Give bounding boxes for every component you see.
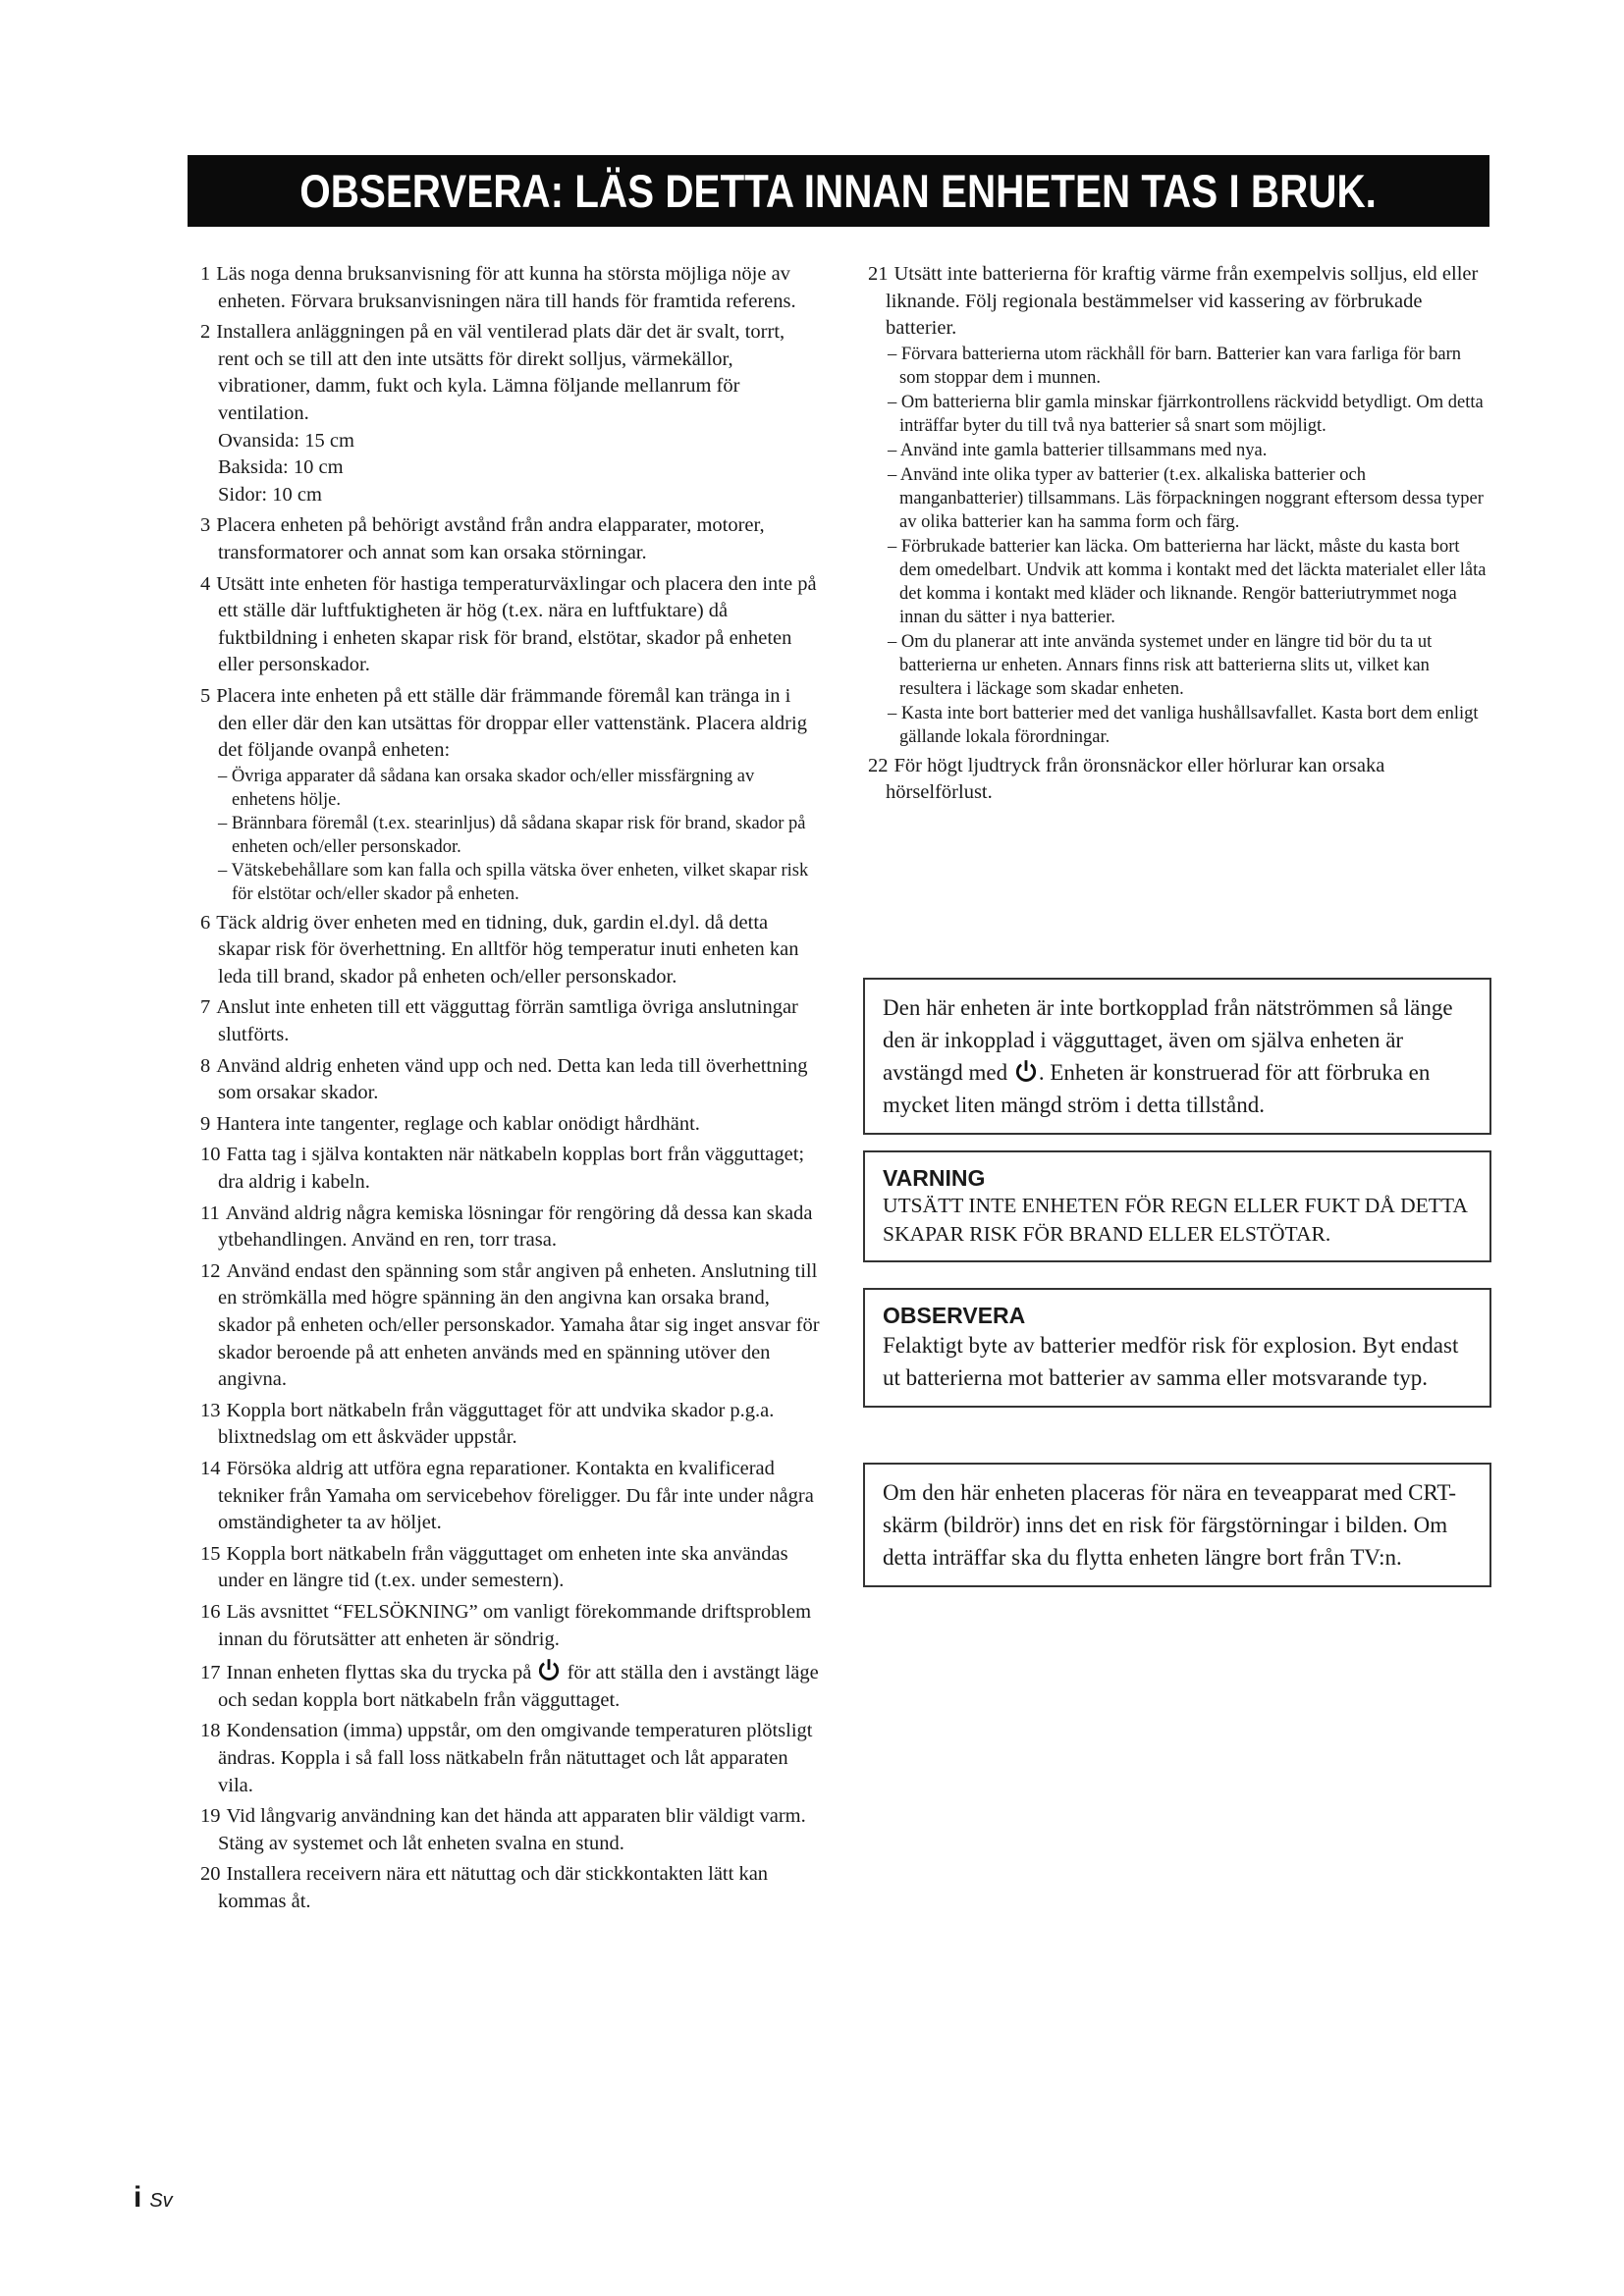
page-title: OBSERVERA: LÄS DETTA INNAN ENHETEN TAS I BRUK. (299, 165, 1378, 217)
standby-notice-text: Den här enheten är inte bortkopplad från nätströmmen så länge den är inkopplad i vägguttaget, även om själva enheten är avstängd med . Enheten är konstruerad för att förbruka en mycket liten mängd ström i detta tillstånd. (883, 995, 1453, 1117)
list-item: 14 Försöka aldrig att utföra egna reparationer. Kontakta en kvalificerad tekniker från Yamaha om servicebehov föreligger. Du får inte under några omständigheter ta av höljet. (200, 1457, 814, 1534)
list-item: 15 Koppla bort nätkabeln från vägguttaget om enheten inte ska användas under en längre tid (t.ex. under semestern). (200, 1542, 788, 1592)
list-item: 12 Använd endast den spänning som står angiven på enheten. Anslutning till en strömkälla med högre spänning än den angivna kan orsaka brand, skador på enheten och/eller personskador. Yamaha åtar sig inget ansvar för skador beroende på att enheten används med en spänning utöver den angivna. (200, 1259, 820, 1391)
standby-notice-box (863, 978, 1491, 1135)
sub-item: – Om batterierna blir gamla minskar fjärrkontrollens räckvidd betydligt. Om detta inträffar byter du till två nya batterier så snart som möjligt. (888, 392, 1484, 436)
list-item: 1 Läs noga denna bruksanvisning för att kunna ha största möjliga nöje av enheten. Förvara bruksanvisningen nära till hands för framtida referens. (200, 263, 796, 312)
list-item: 4 Utsätt inte enheten för hastiga temperaturväxlingar och placera den inte på ett ställe där luftfuktigheten är hög (t.ex. nära en luftfuktare) då fuktbildning i enheten skapar risk för brand, elstötar, skador på enheten eller personskador. (200, 572, 817, 676)
distance-back: Baksida: 10 cm (218, 456, 344, 479)
list-item: 6 Täck aldrig över enheten med en tidning, duk, gardin el.dyl. då detta skapar risk för överhettning. En alltför hög temperatur inuti enheten kan leda till brand, skador på enheten och/eller personskador. (200, 911, 799, 988)
page-footer (134, 2181, 173, 2215)
warning-title: VARNING (883, 1165, 986, 1191)
list-item: 21 Utsätt inte batterierna för kraftig värme från exempelvis solljus, eld eller liknande. Följ regionala bestämmelser vid kassering av förbrukade batterier. (868, 263, 1479, 340)
sub-item: – Använd inte olika typer av batterier (t.ex. alkaliska batterier och manganbatterier) tillsammans. Läs förpackningen noggrant eftersom dessa typer av olika batterier kan ha samma form och färg. (888, 464, 1484, 532)
page-number: i (134, 2181, 142, 2214)
list-item: 22 För högt ljudtryck från öronsnäckor eller hörlurar kan orsaka hörselförlust. (868, 754, 1385, 804)
distance-top: Ovansida: 15 cm (218, 429, 354, 452)
list-item: 9 Hantera inte tangenter, reglage och kablar onödigt hårdhänt. (200, 1112, 700, 1135)
sub-item: – Förvara batterierna utom räckhåll för barn. Batterier kan vara farliga för barn som stoppar dem i munnen. (888, 344, 1462, 388)
caution-text: Felaktigt byte av batterier medför risk för explosion. Byt endast ut batterierna mot batterier av samma eller motsvarande typ. (883, 1333, 1459, 1390)
crt-notice-text: Om den här enheten placeras för nära en teveapparat med CRT-skärm (bildrör) inns det en risk för färgstörningar i bilden. Om detta inträffar ska du flytta enheten längre bort från TV:n. (883, 1480, 1457, 1570)
left-column (192, 261, 821, 1919)
power-icon (536, 1657, 562, 1682)
power-icon (1013, 1058, 1039, 1084)
crt-notice-box (863, 1463, 1491, 1587)
page-header (188, 155, 1489, 227)
sub-item: – Om du planerar att inte använda systemet under en längre tid bör du ta ut batterierna ur enheten. Annars finns risk att batterierna slits ut, vilket kan resultera i läckage som skadar enheten. (888, 631, 1433, 699)
list-item: 3 Placera enheten på behörigt avstånd från andra elapparater, motorer, transformatorer och annat som kan orsaka störningar. (200, 514, 765, 563)
right-column (860, 261, 1489, 811)
list-item: 10 Fatta tag i själva kontakten när nätkabeln kopplas bort från vägguttaget; dra aldrig i kabeln. (200, 1144, 805, 1194)
sub-item: – Vätskebehållare som kan falla och spilla vätska över enheten, vilket skapar risk för elstötar och/eller skador på enheten. (218, 860, 809, 904)
list-item: 2 Installera anläggningen på en väl ventilerad plats där det är svalt, torrt, rent och se till att den inte utsätts för direkt solljus, värmekällor, vibrationer, damm, fukt och kyla. Lämna följande mellanrum för ventilation. (200, 321, 785, 424)
warning-text: UTSÄTT INTE ENHETEN FÖR REGN ELLER FUKT DÅ DETTA SKAPAR RISK FÖR BRAND ELLER ELSTÖTAR. (883, 1194, 1467, 1246)
list-item: 20 Installera receivern nära ett nätuttag och där stickkontakten lätt kan kommas åt. (200, 1863, 769, 1912)
sub-item: – Brännbara föremål (t.ex. stearinljus) då sådana skapar risk för brand, skador på enheten och/eller personskador. (218, 813, 806, 857)
caution-title: OBSERVERA (883, 1303, 1026, 1328)
list-item: 19 Vid långvarig användning kan det hända att apparaten blir väldigt varm. Stäng av systemet och låt enheten svalna en stund. (200, 1805, 806, 1854)
sub-item: – Förbrukade batterier kan läcka. Om batterierna har läckt, måste du kasta bort dem omedelbart. Undvik att komma i kontakt med det läckta materialet eller låta det komma i kontakt med kläder och liknande. Rengör batteriutrymmet noga innan du sätter i nya batterier. (888, 536, 1487, 627)
list-item: 11 Använd aldrig några kemiska lösningar för rengöring då dessa kan skada ytbehandlingen. Använd en ren, torr trasa. (200, 1201, 813, 1252)
caution-box (863, 1288, 1491, 1408)
list-item: 13 Koppla bort nätkabeln från vägguttaget för att undvika skador p.g.a. blixtnedslag om ett åskväder uppstår. (200, 1399, 775, 1449)
sub-item: – Kasta inte bort batterier med det vanliga hushållsavfallet. Kasta bort dem enligt gällande lokala förordningar. (888, 703, 1479, 747)
list-item: 5 Placera inte enheten på ett ställe där främmande föremål kan tränga in i den eller där den kan utsättas för droppar eller vattenstänk. Placera aldrig det följande ovanpå enheten: (200, 684, 807, 762)
list-item: 16 Läs avsnittet “FELSÖKNING” om vanligt förekommande driftsproblem innan du förutsätter att enheten är söndrig. (200, 1600, 812, 1650)
distance-sides: Sidor: 10 cm (218, 483, 322, 506)
list-item: 8 Använd aldrig enheten vänd upp och ned. Detta kan leda till överhettning som orsakar skador. (200, 1054, 808, 1104)
sub-item: – Använd inte gamla batterier tillsammans med nya. (888, 440, 1268, 460)
list-item: 7 Anslut inte enheten till ett vägguttag förrän samtliga övriga anslutningar slutförts. (200, 996, 798, 1046)
sub-item: – Övriga apparater då sådana kan orsaka skador och/eller missfärgning av enhetens hölje. (218, 766, 755, 810)
list-item: 17 Innan enheten flyttas ska du trycka på för att ställa den i avstängt läge och sedan koppla bort nätkabeln från vägguttaget. (192, 1657, 821, 1714)
warning-box (863, 1150, 1491, 1262)
list-item: 18 Kondensation (imma) uppstår, om den omgivande temperaturen plötsligt ändras. Koppla i så fall loss nätkabeln från nätuttaget och låt apparaten vila. (200, 1720, 813, 1796)
language-code: Sv (149, 2190, 173, 2212)
